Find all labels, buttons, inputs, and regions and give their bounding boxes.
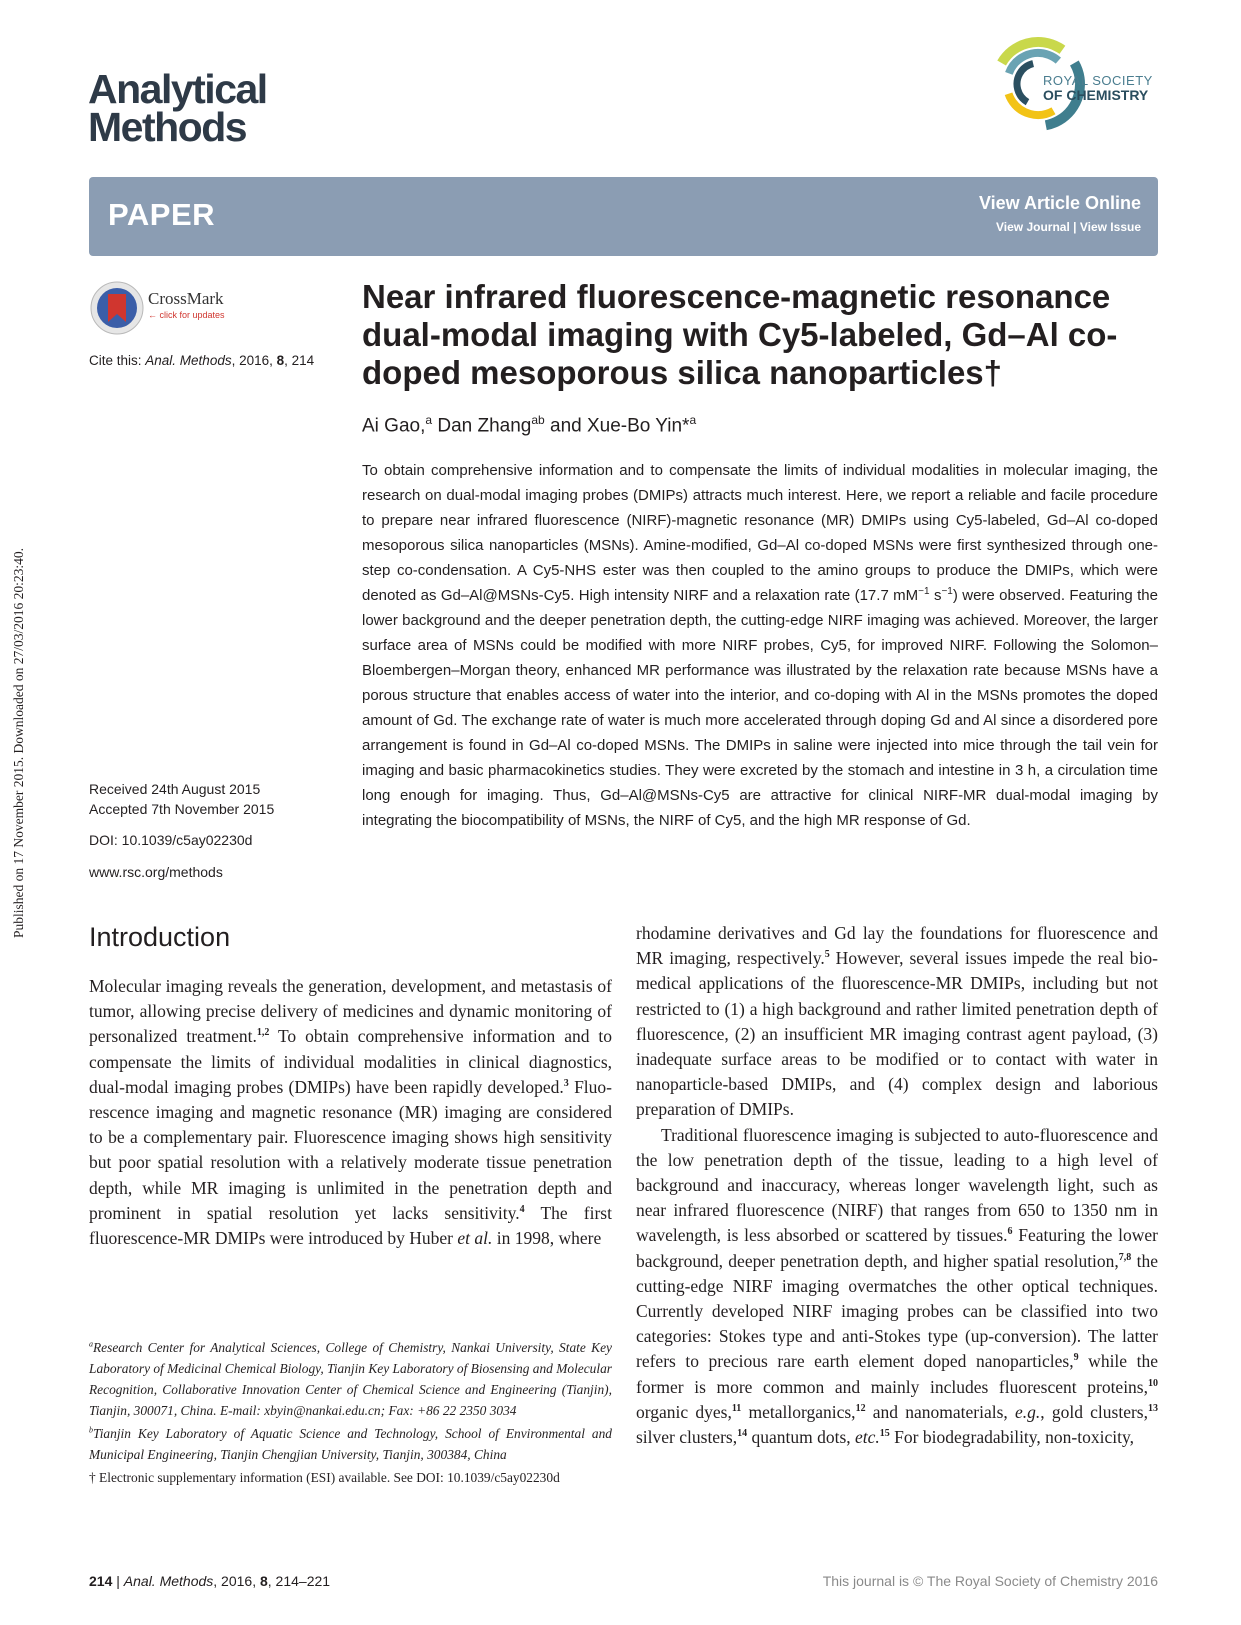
body-text: rhodamine derivatives and Gd lay the foundations for fluorescence and MR imaging, respectively.: [636, 923, 1158, 969]
reference-link[interactable]: 14: [737, 1428, 748, 1440]
published-download-note: Published on 17 November 2015. Downloaded on 27/03/2016 20:23:40.: [11, 548, 26, 938]
author-affiliation: ab: [531, 413, 545, 427]
crossmark-label[interactable]: CrossMark: [148, 289, 224, 308]
body-paragraph: [636, 1123, 1158, 1451]
abstract: [362, 458, 1158, 833]
citation-journal: Anal. Methods: [145, 353, 232, 368]
body-text: while the former is more common and mainly includes fluorescent proteins,: [636, 1351, 1158, 1397]
arrow-left-icon: ←: [148, 310, 157, 320]
reference-link[interactable]: 3: [563, 1077, 569, 1089]
article-title-line: dual-modal imaging with Cy5-labeled, Gd–Al co-: [362, 316, 1118, 353]
citation-page: , 214: [284, 353, 315, 368]
body-text-italic: e.g.: [1014, 1401, 1041, 1422]
article-title-line: doped mesoporous silica nanoparticles†: [362, 354, 1003, 391]
citation-prefix: Cite this:: [89, 353, 146, 368]
body-text: Traditional fluorescence imaging is subjected to auto-fluorescence and the low penetration depth of the tissue, leading to a high level of background and inaccuracy, whereas longer wavelength light, such as near infrared fluorescence (NIRF) that ranges from 650 to 1350 nm in wavelength, is less absorbed or scattered by tissues.: [636, 1124, 1158, 1246]
abstract-text: To obtain comprehensive information and to compensate the limits of individual modalities in molecular imaging, the research on dual-modal imaging probes (DMIPs) attracts much interest. Here, we report a reliable and facile procedure to prepare near infrared fluorescence (NIRF)-magnetic resonance (MR) DMIPs using Cy5-labeled, Gd–Al co-doped mesoporous silica nanoparticles (MSNs). Amine-modified, Gd–Al co-doped MSNs were first synthesized through one-step co-condensation. A Cy5-NHS ester was then coupled to the amino groups to produce the DMIPs, which were denoted as Gd–Al@MSNs-Cy5. High intensity NIRF and a relaxation rate (17.7 mM: [362, 462, 1158, 604]
article-title-line: Near infrared fluorescence-magnetic resonance: [362, 278, 1111, 315]
abstract-superscript: −1: [918, 586, 930, 597]
link-separator: |: [1073, 220, 1077, 234]
journal-website-link[interactable]: www.rsc.org/methods: [89, 864, 223, 880]
crossmark-icon[interactable]: [89, 280, 145, 336]
author-name[interactable]: and Xue-Bo Yin*: [550, 415, 690, 437]
body-text: To obtain comprehensive information and to compensate the limits of individual modalities in clinical diagnostics, dual-modal imaging probes (DMIPs) have been rapidly developed.: [89, 1026, 613, 1097]
article-type-label: PAPER: [108, 197, 216, 232]
footnote-text: Tianjin Key Laboratory of Aquatic Science and Technology, School of Environmental and Municipal Engineering, Tianjin Chengjian University, Tianjin, 300384, China: [89, 1426, 612, 1462]
body-text: However, several issues impede the real bio-medical applications of the fluorescence-MR DMIPs, including but not restricted to (1) a high background and rather limited penetration depth of fluorescence, (2) an insufficient MR imaging contrast agent payload, (3) inadequate surface areas to be modified or to contact with water in nanoparticle-based DMIPs, and (4) complex design and laborious preparation of DMIPs.: [636, 948, 1158, 1120]
article-doi[interactable]: DOI: 10.1039/c5ay02230d: [89, 832, 253, 848]
publisher-name: [1043, 73, 1153, 103]
footnote-text: Research Center for Analytical Sciences, College of Chemistry, Nankai University, State Key Laboratory of Medicinal Chemical Biology, Tianjin Key Laboratory of Biosensing and Molecular Recognition, Collaborative Innovation Center of Chemical Science and Engineering (Tianjin), Tianjin, 300071, China. E-mail: xbyin@nankai.edu.cn; Fax: +86 22 2350 3034: [89, 1340, 612, 1418]
reference-link[interactable]: 6: [1007, 1226, 1013, 1238]
reference-link[interactable]: 12: [855, 1403, 866, 1415]
journal-logo: [88, 66, 268, 150]
body-text: Featuring the lower background, deeper penetration depth, and higher spatial resolution,: [636, 1225, 1158, 1271]
footnote-esi[interactable]: † Electronic supplementary information (ESI) available. See DOI: 10.1039/c5ay02230d: [89, 1470, 560, 1485]
footer-volume: 8: [259, 1573, 268, 1589]
view-journal-link[interactable]: View Journal: [995, 220, 1070, 234]
author-name[interactable]: Ai Gao,: [362, 415, 426, 437]
footer-pages: , 214–221: [267, 1573, 331, 1589]
reference-link[interactable]: 7,8: [1118, 1251, 1132, 1263]
reference-link[interactable]: 4: [519, 1204, 525, 1215]
author-affiliation: a: [689, 413, 697, 427]
citation-year: , 2016,: [231, 353, 277, 368]
author-affiliation: a: [425, 413, 433, 427]
footnote-affiliation-a: [89, 1337, 612, 1421]
body-text: organic dyes,: [636, 1401, 732, 1422]
footnote-mark: a: [89, 1339, 93, 1349]
author-list: [362, 413, 696, 437]
citation: [89, 353, 314, 368]
body-text: Fluorescence imaging and magnetic resonance (MR) imaging are considered to be a complementary pair. Fluorescence imaging shows high sensitivity but poor spatial resolution with a relatively moderate tissue penetration depth, while MR imaging is unlimited in the penetration depth and prominent in spatial resolution yet lacks sensitivity.: [89, 1076, 612, 1223]
footnote-affiliation-b: [89, 1423, 612, 1465]
publisher-name-line2: OF CHEMISTRY: [1043, 87, 1149, 103]
body-column-left: [89, 974, 612, 1251]
body-text: the cutting-edge NIRF imaging overmatches the other optical techniques. Currently developed NIRF imaging probes can be classified into two categories: Stokes type and anti-Stokes type (up-conversion). The latter refers to precious rare earth element doped nanoparticles,: [636, 1250, 1158, 1372]
page-footer-citation: [89, 1573, 330, 1589]
affiliation-footnotes: [89, 1337, 612, 1490]
abstract-superscript: −1: [941, 586, 953, 597]
author-name[interactable]: Dan Zhang: [437, 415, 532, 437]
section-heading: Introduction: [89, 922, 231, 952]
footer-year: , 2016,: [213, 1573, 260, 1589]
body-column-right: [636, 921, 1158, 1450]
abstract-text: s: [929, 587, 942, 604]
body-text: in 1998, where: [492, 1228, 602, 1249]
view-links: [996, 220, 1141, 234]
body-text: , gold clusters,: [1040, 1401, 1148, 1422]
abstract-text: ) were observed. Featuring the lower background and the deeper penetration depth, the cutting-edge NIRF imaging was achieved. Moreover, the larger surface area of MSNs could be modified with more NIRF probes, Cy5, for improved NIRF. Following the Solomon–Bloembergen–Morgan theory, enhanced MR performance was illustrated by the relaxation rate because MSNs have a porous structure that enables access of water into the interior, and co-doping with Al in the MSNs promotes the doped amount of Gd. The exchange rate of water is much more accelerated through doping Gd and Al since a disordered pore arrangement is found in Gd–Al co-doped MSNs. The DMIPs in saline were injected into mice through the tail vein for imaging and basic pharmacokinetics studies. They were excreted by the stomach and intestine in 3 h, a circulation time long enough for imaging. Thus, Gd–Al@MSNs-Cy5 are attractive for clinical NIRF-MR dual-modal imaging by integrating the biocompatibility of MSNs, the NIRF of Cy5, and the high MR response of Gd.: [362, 587, 1158, 829]
body-text: silver clusters,: [636, 1427, 738, 1448]
view-issue-link[interactable]: View Issue: [1079, 220, 1141, 234]
body-text: Molecular imaging reveals the generation, development, and metastasis of tumor, allowing precise delivery of medicines and dynamic monitoring of personalized treatment.: [89, 976, 612, 1047]
body-paragraph: [636, 921, 1158, 1123]
reference-link[interactable]: 9: [1073, 1352, 1079, 1364]
crossmark-sublabel-text: click for updates: [159, 310, 225, 320]
copyright-notice: This journal is © The Royal Society of Chemistry 2016: [822, 1573, 1158, 1589]
body-paragraph: [89, 974, 612, 1251]
page-number: 214: [89, 1573, 113, 1589]
body-text-italic: et al.: [457, 1228, 493, 1249]
received-date: Received 24th August 2015: [89, 781, 261, 797]
article-dates: [89, 779, 274, 819]
reference-link[interactable]: 15: [879, 1428, 890, 1440]
body-text-italic: etc.: [855, 1427, 880, 1448]
reference-link[interactable]: 13: [1148, 1403, 1158, 1415]
published-sidebar: [8, 458, 26, 938]
view-article-online-link[interactable]: View Article Online: [978, 193, 1141, 213]
article-title: [362, 278, 1162, 392]
body-text: For biodegradability, non-toxicity,: [889, 1427, 1134, 1448]
body-text: and nanomaterials,: [865, 1401, 1015, 1422]
footer-separator: |: [112, 1573, 124, 1589]
reference-link[interactable]: 1,2: [256, 1027, 270, 1039]
footnote-mark: b: [89, 1425, 93, 1435]
article-type-banner: [89, 177, 1158, 256]
reference-link[interactable]: 5: [824, 949, 830, 961]
body-text: metallorganics,: [741, 1401, 856, 1422]
footer-journal: Anal. Methods: [123, 1573, 214, 1589]
body-text: The first fluorescence-MR DMIPs were introduced by Huber: [89, 1202, 612, 1249]
reference-link[interactable]: 10: [1148, 1377, 1158, 1389]
crossmark-sublabel[interactable]: [148, 310, 225, 320]
accepted-date: Accepted 7th November 2015: [89, 801, 275, 817]
citation-volume: 8: [276, 353, 285, 368]
body-text: quantum dots,: [747, 1427, 856, 1448]
publisher-name-line1: ROYAL SOCIETY: [1043, 73, 1153, 88]
reference-link[interactable]: 11: [731, 1403, 742, 1415]
journal-name: Analytical Methods: [88, 66, 267, 150]
